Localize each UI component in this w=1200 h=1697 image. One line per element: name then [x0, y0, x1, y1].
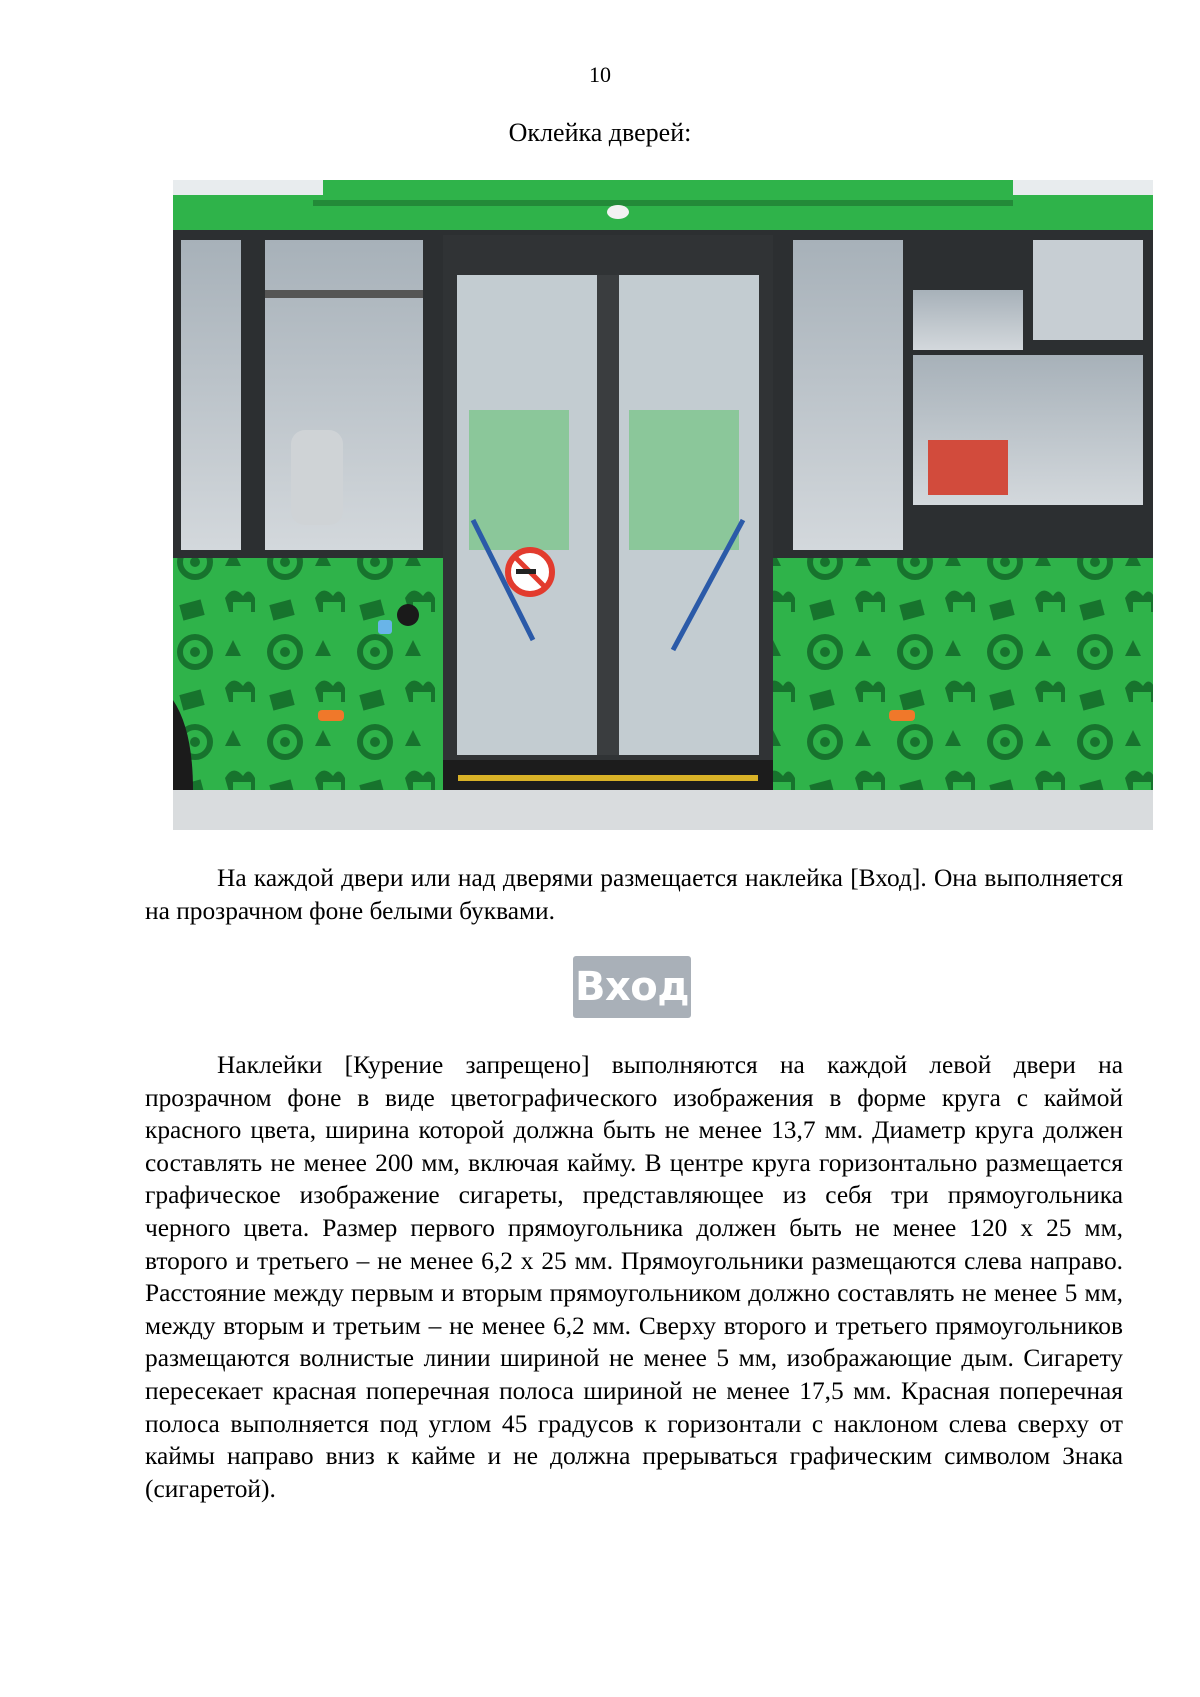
entrance-sticker-text: Вход: [574, 964, 690, 1010]
entrance-sticker-example: [573, 956, 691, 1018]
paragraph-entrance-sticker: На каждой двери или над дверями размещается наклейка [Вход]. Она выполняется на прозрачном фоне белыми буквами.: [145, 864, 1123, 925]
section-title: Оклейка дверей:: [508, 118, 692, 147]
paragraph-no-smoking-sticker: Наклейки [Курение запрещено] выполняются на каждой левой двери на прозрачном фоне в виде цветографического изображения в форме круга с каймой красного цвета, ширина которой должна быть не менее 13,7 мм. Диаметр круга должен составлять не менее 200 мм, включая кайму. В центре круга горизонтально размещается графическое изображение сигареты, представляющее из себя три прямоугольника черного цвета. Размер первого прямоугольника должен быть не менее 120 х 25 мм, второго и третьего – не менее 6,2 х 25 мм. Прямоугольники размещаются слева направо. Расстояние между первым и вторым прямоугольником должно составлять не менее 5 мм, между вторым и третьим – не менее 6,2 мм. Сверху второго и третьего прямоугольников размещаются волнистые линии шириной не менее 5 мм, изображающие дым. Сигарету пересекает красная поперечная полоса шириной не менее 17,5 мм. Красная поперечная полоса выполняется под углом 45 градусов к горизонтали с наклоном слева сверху от каймы направо вниз к кайме и не должна прерываться графическим символом Знака (сигаретой).: [145, 1051, 1123, 1503]
bus-door-photo: [173, 180, 1153, 830]
page-number: 10: [589, 62, 611, 87]
